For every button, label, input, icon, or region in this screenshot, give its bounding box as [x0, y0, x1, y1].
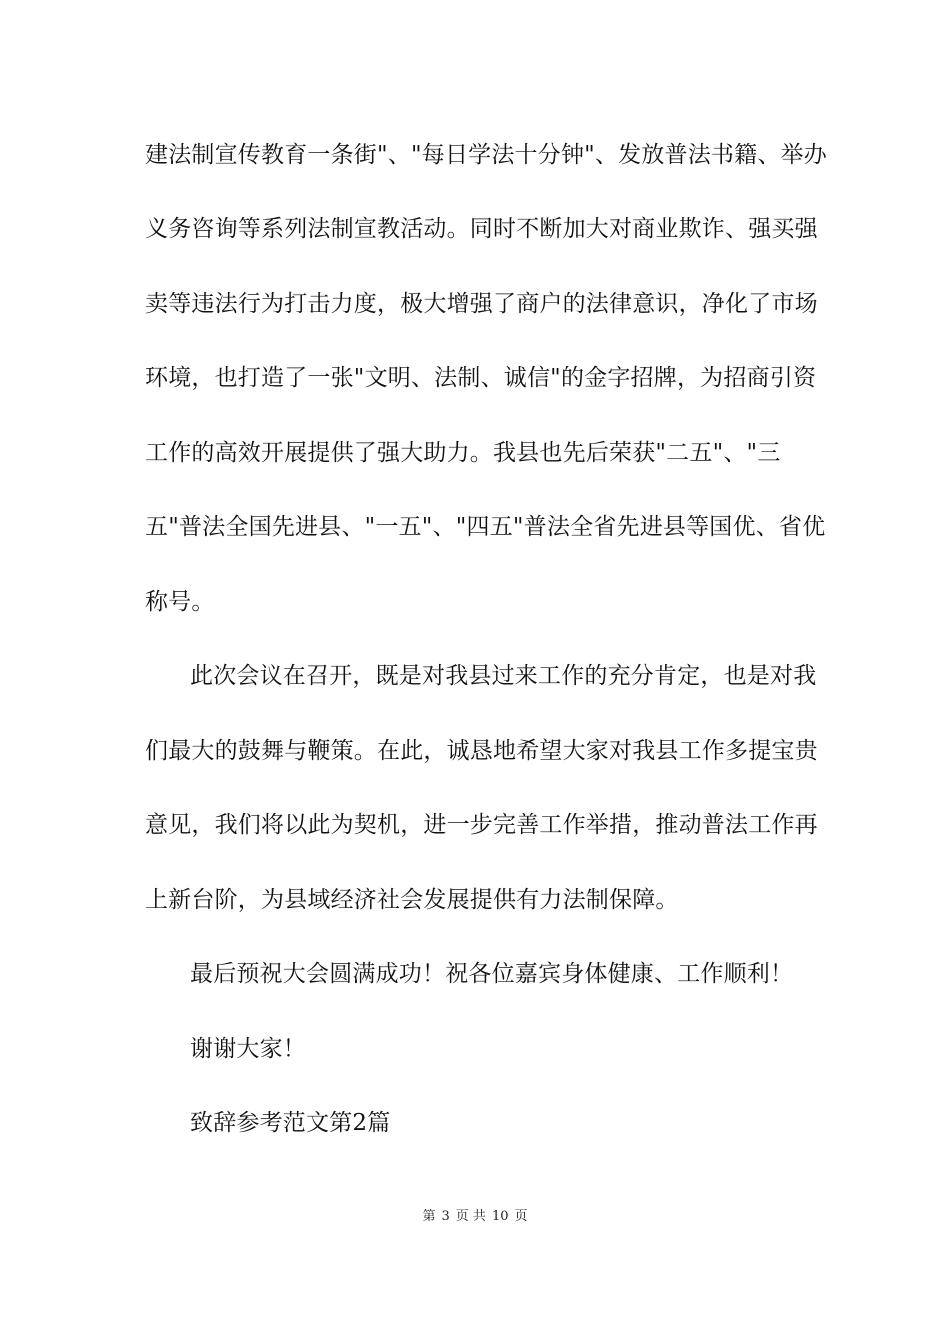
paragraph-1-line-7: 称号。	[145, 589, 215, 615]
paragraph-1-line-5: 工作的高效开展提供了强大助力。我县也先后荣获"二五"、"三	[145, 440, 781, 466]
footer-suffix: 页	[514, 1209, 528, 1224]
paragraph-1-line-4: 环境，也打造了一张"文明、法制、诚信"的金字招牌，为招商引资	[145, 365, 817, 391]
paragraph-4-line-1: 谢谢大家！	[190, 1036, 306, 1062]
footer-prefix: 第	[422, 1209, 436, 1224]
paragraph-2-line-2: 们最大的鼓舞与鞭策。在此，诚恳地希望大家对我县工作多提宝贵	[145, 738, 818, 764]
paragraph-1-line-6: 五"普法全国先进县、"一五"、"四五"普法全省先进县等国优、省优	[145, 514, 826, 540]
section-heading: 致辞参考范文第2篇	[190, 1110, 391, 1136]
paragraph-1-line-1: 建法制宣传教育一条街"、"每日学法十分钟"、发放普法书籍、举办	[145, 142, 827, 168]
footer-middle: 页 共	[455, 1209, 486, 1224]
paragraph-2-line-4: 上新台阶，为县域经济社会发展提供有力法制保障。	[145, 887, 679, 913]
paragraph-1-line-2: 义务咨询等系列法制宣教活动。同时不断加大对商业欺诈、强买强	[145, 216, 818, 242]
footer-total-pages: 10	[491, 1209, 509, 1224]
paragraph-2-line-1: 此次会议在召开，既是对我县过来工作的充分肯定，也是对我	[190, 663, 817, 689]
footer-current-page: 3	[441, 1209, 450, 1224]
paragraph-2-line-3: 意见，我们将以此为契机，进一步完善工作举措，推动普法工作再	[145, 812, 818, 838]
page-footer	[0, 1208, 950, 1226]
paragraph-1-line-3: 卖等违法行为打击力度，极大增强了商户的法律意识，净化了市场	[145, 291, 818, 317]
paragraph-3-line-1: 最后预祝大会圆满成功！祝各位嘉宾身体健康、工作顺利！	[190, 961, 794, 987]
